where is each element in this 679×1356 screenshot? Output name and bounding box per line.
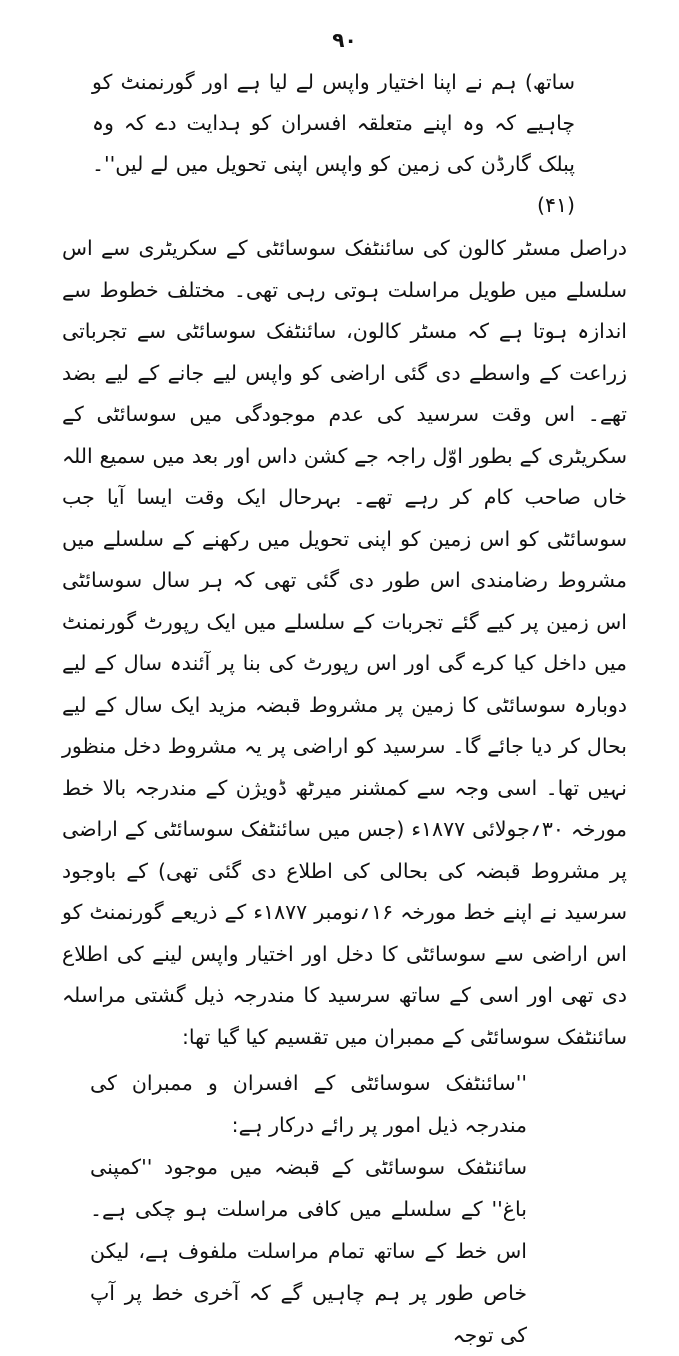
page-number: ۹۰ [332, 28, 357, 52]
body-paragraph: دراصل مسٹر کالون کی سائنٹفک سوسائٹی کے سکریٹری سے اس سلسلے میں طویل مراسلت ہوتی رہی تھی۔ مختلف خطوط سے اندازہ ہوتا ہے کہ مسٹر کالون، سائنٹفک سوسائٹی سے تجرباتی زراعت کے واسطے دی گئی اراضی کو واپس لیے جانے کے لیے بضد تھے۔ اس وقت سرسید کی عدم موجودگی میں سوسائٹی کے سکریٹری کے بطور اوّل راجہ جے کشن داس اور بعد میں سمیع اللہ خاں صاحب کام کر رہے تھے۔ بہرحال ایک وقت ایسا آیا جب سوسائٹی کو اس زمین کو اپنی تحویل میں رکھنے کے سلسلے میں مشروط رضامندی اس طور دی گئی تھی کہ ہر سال سوسائٹی اس زمین پر کیے گئے تجربات کے سلسلے میں ایک رپورٹ گورنمنٹ میں داخل کیا کرے گی اور اس رپورٹ کی بنا پر آئندہ سال کے لیے دوبارہ سوسائٹی کا زمین پر مشروط قبضہ مزید ایک سال کے لیے بحال کر دیا جائے گا۔ سرسید کو اراضی پر یہ مشروط دخل منظور نہیں تھا۔ اسی وجہ سے کمشنر میرٹھ ڈویژن کے مندرجہ بالا خط مورخہ ۳۰؍جولائی ۱۸۷۷ء (جس میں سائنٹفک سوسائٹی کے اراضی پر مشروط قبضہ کی بحالی کی اطلاع دی گئی تھی) کے باوجود سرسید نے اپنے خط مورخہ ۱۶؍نومبر ۱۸۷۷ء کے ذریعے گورنمنٹ کو اس اراضی سے سوسائٹی کا دخل اور اختیار واپس لینے کی اطلاع دی تھی اور اسی کے ساتھ سرسید کا مندرجہ ذیل گشتی مراسلہ سائنٹفک سوسائٹی کے ممبران میں تقسیم کیا گیا تھا: [62, 236, 628, 1049]
letter-intro: ''سائنٹفک سوسائٹی کے افسران و ممبران کی مندرجہ ذیل امور پر رائے درکار ہے: [90, 1071, 527, 1137]
letter-body: سائنٹفک سوسائٹی کے قبضہ میں موجود ''کمپنی باغ'' کے سلسلے میں کافی مراسلت ہو چکی ہے۔ اس خط کے ساتھ تمام مراسلت ملفوف ہے، لیکن خاص طور پر ہم چاہیں گے کہ آخری خط پر آپ کی توجہ [90, 1155, 527, 1347]
quote-block: ساتھ) ہم نے اپنا اختیار واپس لے لیا ہے اور گورنمنٹ کو چاہیے کہ وہ اپنے متعلقہ افسران کو ہدایت دے کہ وہ پبلک گارڈن کی زمین کو واپس اپنی تحویل میں لے لیں''۔(۴۱) [92, 70, 575, 217]
